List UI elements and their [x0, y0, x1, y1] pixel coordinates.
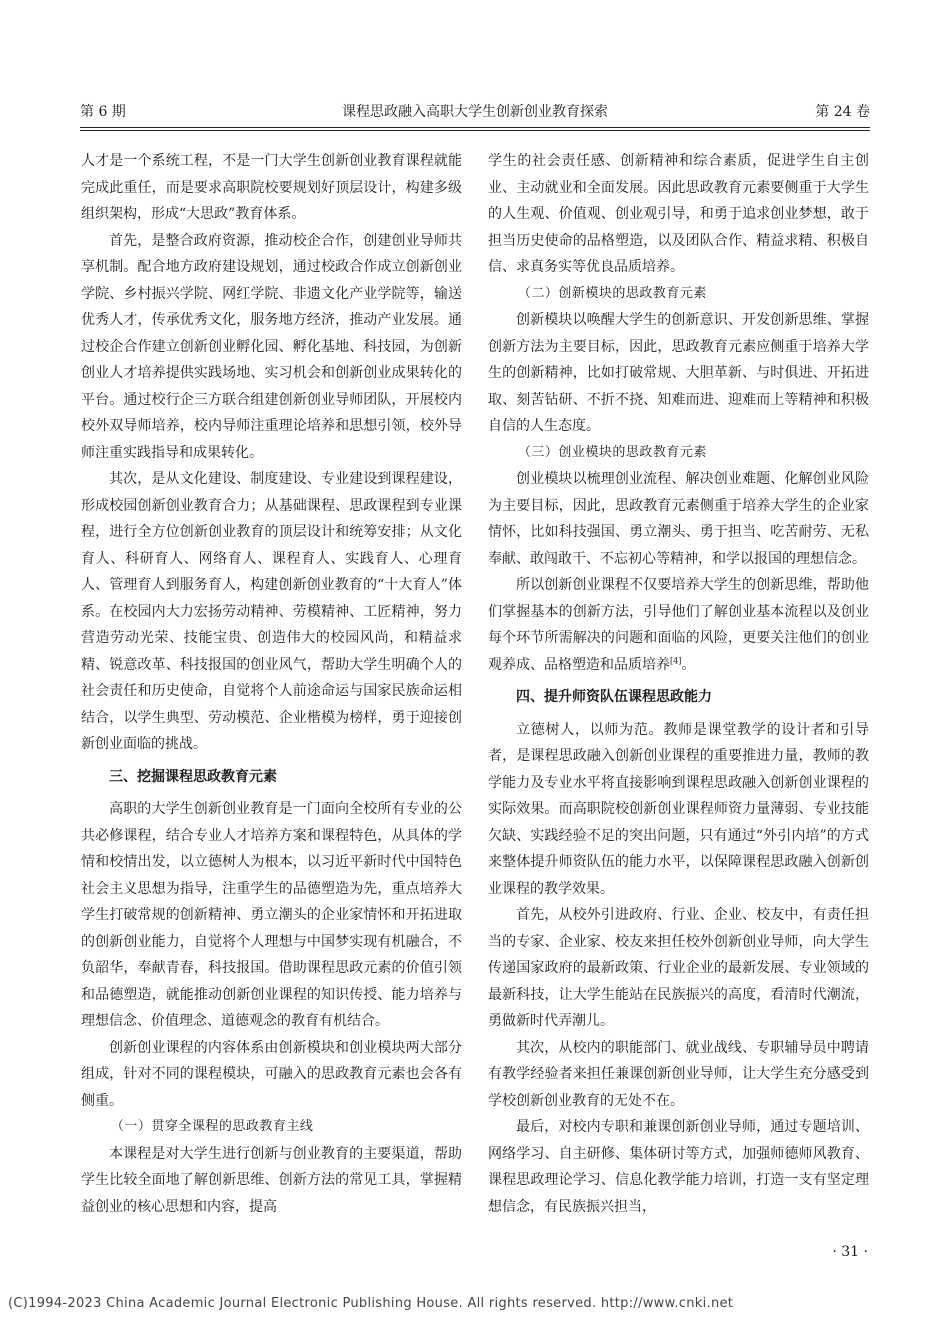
citation-ref: [4]: [670, 655, 682, 665]
running-title: 课程思政融入高职大学生创新创业教育探索: [342, 104, 608, 120]
paragraph: 首先，从校外引进政府、行业、企业、校友中，有责任担当的专家、企业家、校友来担任校外创新创业导师，向大学生传递国家政府的最新政策、行业企业的最新发展、专业领域的最新科技，让大学生能站在民族振兴的高度，看清时代潮流，勇做新时代弄潮儿。: [488, 907, 869, 1029]
paragraph: 创业模块以梳理创业流程、解决创业难题、化解创业风险为主要目标，因此，思政教育元素侧重于培养大学生的企业家情怀，比如科技强国、勇立潮头、勇于担当、吃苦耐劳、无私奉献、敢闯敢干、不忘初心等精神，和学以报国的理想信念。: [488, 471, 869, 567]
copyright-footer: (C)1994-2023 China Academic Journal Electronic Publishing House. All rights reserved. http://www.cnki.net: [8, 1296, 734, 1311]
paragraph: 最后，对校内专职和兼课创新创业导师，通过专题培训、网络学习、自主研修、集体研讨等方式，加强师德师风教育、课程思政理论学习、信息化教学能力培训，打造一支有坚定理想信念，有民族振兴担当，: [488, 1119, 869, 1215]
paragraph: 创新创业课程的内容体系由创新模块和创业模块两大部分组成，针对不同的课程模块，可融入的思政教育元素也会各有侧重。: [81, 1039, 462, 1109]
header-rule-top: [80, 127, 870, 128]
paragraph: 人才是一个系统工程，不是一门大学生创新创业教育课程就能完成此重任，而是要求高职院校要规划好顶层设计，构建多级组织架构，形成“大思政”教育体系。: [81, 153, 462, 222]
volume-number: 第 24 卷: [815, 104, 870, 120]
section-heading: 三、挖掘课程思政教育元素: [109, 768, 277, 785]
paragraph: 学生的社会责任感、创新精神和综合素质，促进学生自主创业、主动就业和全面发展。因此思政教育元素要侧重于大学生的人生观、价值观、创业观引导，和勇于追求创业梦想，敢于担当历史使命的品格塑造，以及团队合作、精益求精、积极自信、求真务实等优良品质培养。: [488, 153, 869, 275]
paragraph: 其次，从校内的职能部门、就业战线、专职辅导员中聘请有教学经验者来担任兼课创新创业导师，让大学生充分感受到学校创新创业教育的无处不在。: [488, 1039, 869, 1109]
paragraph: 创新模块以唤醒大学生的创新意识、开发创新思维、掌握创新方法为主要目标，因此，思政教育元素应侧重于培养大学生的创新精神，比如打破常规、大胆革新、与时俱进、开拓进取、刻苦钻研、不折不挠、知难而进、迎难而上等精神和积极自信的人生态度。: [488, 312, 869, 434]
running-header: [80, 102, 870, 122]
subsection-heading: （二）创新模块的思政教育元素: [517, 285, 707, 301]
paragraph: 本课程是对大学生进行创新与创业教育的主要渠道，帮助学生比较全面地了解创新思维、创新方法的常见工具，掌握精益创业的核心思想和内容，提高: [81, 1145, 462, 1215]
paragraph-text: 所以创新创业课程不仅要培养大学生的创新思维，帮助他们掌握基本的创新方法，引导他们了解创业基本流程以及创业每个环节所需解决的问题和面临的风险，更要关注他们的创业观养成、品格塑造和品质培养: [488, 577, 869, 673]
paragraph: 高职的大学生创新创业教育是一门面向全校所有专业的公共必修课程，结合专业人才培养方案和课程特色，从具体的学情和校情出发，以立德树人为根本，以习近平新时代中国特色社会主义思想为指导，注重学生的品德塑造为先，重点培养大学生打破常规的创新精神、勇立潮头的企业家情怀和开拓进取的创新创业能力，自觉将个人理想与中国梦实现有机融合，不负韶华，奉献青春，科技报国。借助课程思政元素的价值引领和品德塑造，就能推动创新创业课程的知识传授、能力培养与理想信念、价值理念、道德观念的教育有机结合。: [81, 801, 462, 1029]
subsection-heading: （三）创业模块的思政教育元素: [517, 444, 707, 460]
paragraph: 首先，是整合政府资源，推动校企合作，创建创业导师共享机制。配合地方政府建设规划，通过校政合作成立创新创业学院、乡村振兴学院、网红学院、非遗文化产业学院等，输送优秀人才，传承优秀文化，服务地方经济，推动产业发展。通过校企合作建立创新创业孵化园、孵化基地、科技园，为创新创业人才培养提供实践场地、实习机会和创新创业成果转化的平台。通过校行企三方联合组建创新创业导师团队，开展校内校外双导师培养，校内导师注重理论培养和思想引领，校外导师注重实践指导和成果转化。: [81, 232, 462, 461]
paragraph: [488, 572, 869, 678]
paragraph-tail: 。: [681, 656, 696, 673]
subsection-heading: （一）贯穿全课程的思政教育主线: [110, 1119, 314, 1134]
right-column: [488, 148, 869, 1220]
page-number: · 31 ·: [832, 1244, 868, 1260]
header-rule-bottom: [80, 130, 870, 131]
left-column: [81, 148, 462, 1220]
issue-number: 第 6 期: [80, 104, 126, 120]
section-heading: 四、提升师资队伍课程思政能力: [516, 689, 712, 705]
paragraph: 立德树人，以师为范。教师是课堂教学的设计者和引导者，是课程思政融入创新创业课程的重要推进力量，教师的教学能力及专业水平将直接影响到课程思政融入创新创业课程的实际效果。而高职院校创新创业课程师资力量薄弱、专业技能欠缺、实践经验不足的突出问题，只有通过“外引内培”的方式来整体提升师资队伍的能力水平，以保障课程思政融入创新创业课程的教学效果。: [488, 721, 869, 897]
paragraph: 其次，是从文化建设、制度建设、专业建设到课程建设，形成校园创新创业教育合力；从基础课程、思政课程到专业课程，进行全方位创新创业教育的顶层设计和统筹安排；从文化育人、科研育人、网络育人、课程育人、实践育人、心理育人、管理育人到服务育人，构建创新创业教育的“十大育人”体系。在校园内大力宏扬劳动精神、劳模精神、工匠精神，努力营造劳动光荣、技能宝贵、创造伟大的校园风尚，和精益求精、锐意改革、科技报国的创业风气，帮助大学生明确个人的社会责任和历史使命，自觉将个人前途命运与国家民族命运相结合，以学生典型、劳动模范、企业楷模为榜样，勇于迎接创新创业面临的挑战。: [81, 471, 462, 752]
